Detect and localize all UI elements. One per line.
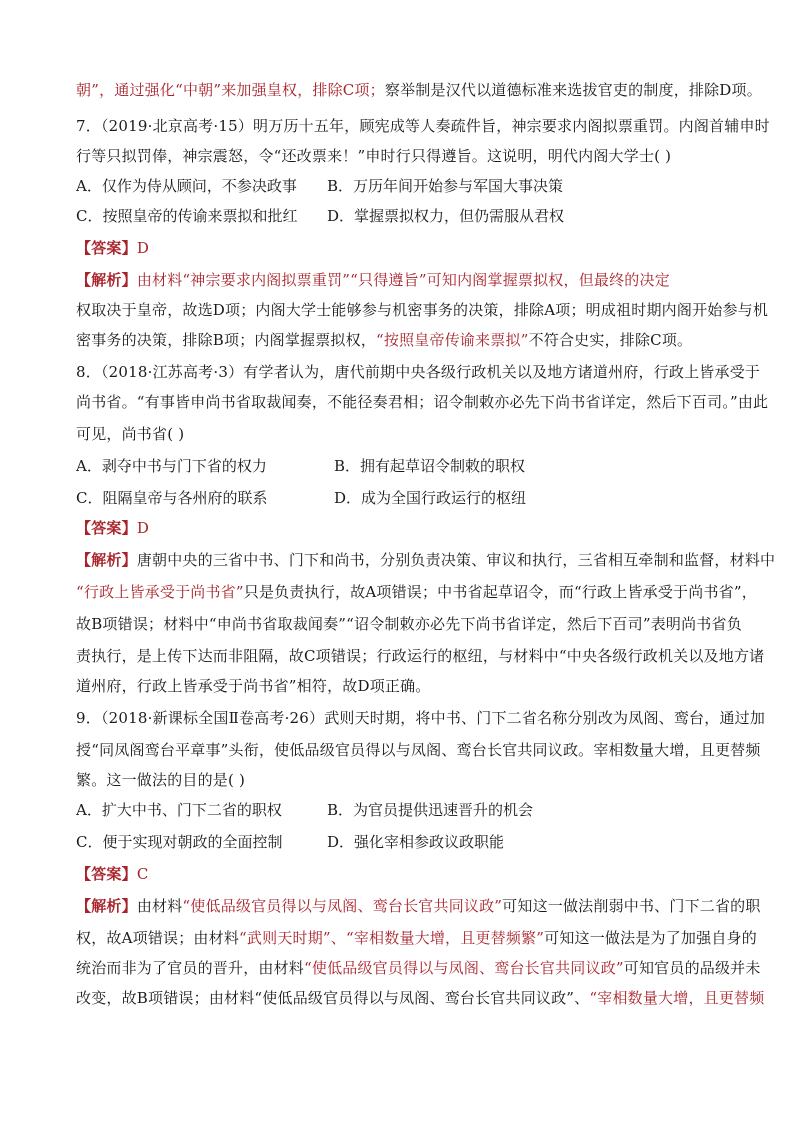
q8-analysis-label: 【解析】 xyxy=(76,551,137,569)
q8-stem-line-3: 可见，尚书省( ) xyxy=(76,425,185,443)
q9-analysis-quote: “宰相数量大增，且更替频 xyxy=(589,989,765,1007)
q9-analysis-text: 统治而非为了官员的晋升，由材料 xyxy=(76,959,305,977)
q8-analysis-line-3: 故B项错误；材料中“申尚书省取裁闻奏”“诏令制敕亦必先下尚书省详定，然后下百司”表明尚书省负 xyxy=(76,615,742,633)
q9-analysis-text: 权，故A项错误；由材料 xyxy=(76,929,240,947)
q7-answer-label: 【答案】 xyxy=(76,239,137,257)
continuation-line xyxy=(76,80,762,100)
q8-analysis-text: 唐朝中央的三省中书、门下和尚书，分别负责决策、审议和执行，三省相互牵制和监督，材料中 xyxy=(136,551,776,569)
q8-analysis-line-2 xyxy=(76,582,757,602)
q8-answer-label: 【答案】 xyxy=(76,519,137,537)
q9-analysis-line-3 xyxy=(76,958,761,978)
q8-stem-line-2: 尚书省。“有事皆申尚书省取裁闻奏，不能径奏君相；诏令制敕亦必先下尚书省详定，然后下百司。”由此 xyxy=(76,393,769,411)
q9-answer-value: C xyxy=(136,865,149,883)
q9-stem-line-1: 9．（2018·新课标全国Ⅱ卷高考·26）武则天时期，将中书、门下二省名称分别改为凤阁、鸾台，通过加 xyxy=(76,709,766,727)
q8-analysis-text: 只是负责执行，故A项错误；中书省起草诏令，而“行政上皆承受于尚书省”， xyxy=(243,583,757,601)
q7-option-b: B．万历年间开始参与军国大事决策 xyxy=(327,177,564,195)
q8-option-d: D．成为全国行政运行的枢纽 xyxy=(334,489,527,507)
continuation-text-red: 朝”，通过强化“中朝”来加强皇权，排除C项； xyxy=(76,81,385,99)
q9-analysis-text: 可知官员的品级并未 xyxy=(623,959,761,977)
q8-analysis-line-5: 道州府，行政上皆承受于尚书省”相符，故D项正确。 xyxy=(76,677,431,695)
q7-option-a: A．仅作为侍从顾问，不参决政事 xyxy=(76,177,297,195)
q9-analysis-text: 可知这一做法是为了加强自身的 xyxy=(544,929,757,947)
q9-analysis-quote: “使低品级官员得以与凤阁、鸾台长官共同议政” xyxy=(182,897,503,915)
q9-analysis-text: 可知这一做法削弱中书、门下二省的职 xyxy=(502,897,761,915)
q8-option-c: C．阻隔皇帝与各州府的联系 xyxy=(76,489,268,507)
q8-analysis-line-1 xyxy=(76,550,776,570)
q7-stem-line-2: 行等只拟罚俸，神宗震怒，令“还改票来！”申时行只得遵旨。这说明，明代内阁大学士( ) xyxy=(76,147,672,165)
q9-analysis-line-1 xyxy=(76,896,761,916)
q7-analysis-text: 不符合史实，排除C项。 xyxy=(528,331,693,349)
q7-option-d: D．掌握票拟权力，但仍需服从君权 xyxy=(327,207,565,225)
q9-option-d: D．强化宰相参政议政职能 xyxy=(327,833,505,851)
q9-option-b: B．为官员提供迅速晋升的机会 xyxy=(327,801,534,819)
q8-answer-value: D xyxy=(136,519,150,537)
q7-answer xyxy=(76,238,734,258)
q9-analysis-line-4 xyxy=(76,988,765,1008)
q7-answer-value: D xyxy=(136,239,150,257)
q8-stem-line-1: 8．（2018·江苏高考·3）有学者认为，唐代前期中央各级行政机关以及地方诸道州府，行政上皆承受于 xyxy=(76,363,761,381)
q8-answer xyxy=(76,518,734,538)
q7-analysis-text: 由材料“神宗要求内阁拟票重罚” xyxy=(136,271,351,289)
q7-option-c: C．按照皇帝的传谕来票拟和批红 xyxy=(76,207,298,225)
q9-analysis-text: 改变，故B项错误；由材料“使低品级官员得以与凤阁、鸾台长官共同议政”、 xyxy=(76,989,590,1007)
q7-analysis-text: “只得遵旨”可知内阁掌握票拟权，但最终的决定 xyxy=(350,271,670,289)
q7-analysis-label: 【解析】 xyxy=(76,271,137,289)
q8-analysis-line-4: 责执行，是上传下达而非阻隔，故C项错误；行政运行的枢纽，与材料中“中央各级行政机关以及地方诸 xyxy=(76,647,765,665)
q8-option-b: B．拥有起草诏令制敕的职权 xyxy=(334,457,526,475)
q7-analysis-line-2: 权取决于皇帝，故选D项；内阁大学士能够参与机密事务的决策，排除A项；明成祖时期内阁开始参与机 xyxy=(76,301,769,319)
q7-stem-line-1: 7．（2019·北京高考·15）明万历十五年，顾宪成等人奏疏件旨，神宗要求内阁拟票重罚。内阁首辅申时 xyxy=(76,117,770,135)
q7-analysis-line-1 xyxy=(76,270,734,290)
q9-stem-line-2: 授“同凤阁鸾台平章事”头衔，使低品级官员得以与凤阁、鸾台长官共同议政。宰相数量大增，且更替频 xyxy=(76,741,761,759)
q8-option-a: A．剥夺中书与门下省的权力 xyxy=(76,457,267,475)
q9-stem-line-3: 繁。这一做法的目的是( ) xyxy=(76,771,246,789)
q7-analysis-quote: “按照皇帝传谕来票拟” xyxy=(376,331,529,349)
q7-analysis-line-3 xyxy=(76,330,734,350)
q9-answer xyxy=(76,864,734,884)
q9-analysis-quote: “使低品级官员得以与凤阁、鸾台长官共同议政” xyxy=(304,959,624,977)
q9-answer-label: 【答案】 xyxy=(76,865,137,883)
q7-analysis-text: 密事务的决策，排除B项；内阁掌握票拟权， xyxy=(76,331,377,349)
q9-analysis-label: 【解析】 xyxy=(76,897,137,915)
q9-analysis-line-2 xyxy=(76,928,757,948)
q9-analysis-text: 由材料 xyxy=(136,897,183,915)
q9-option-a: A．扩大中书、门下二省的职权 xyxy=(76,801,282,819)
q9-analysis-quote: “武则天时期”、“宰相数量大增，且更替频繁” xyxy=(239,929,545,947)
q8-analysis-quote: “行政上皆承受于尚书省” xyxy=(76,583,244,601)
continuation-text: 察举制是汉代以道德标准来选拔官吏的制度，排除D项。 xyxy=(384,81,762,99)
q9-option-c: C．便于实现对朝政的全面控制 xyxy=(76,833,283,851)
